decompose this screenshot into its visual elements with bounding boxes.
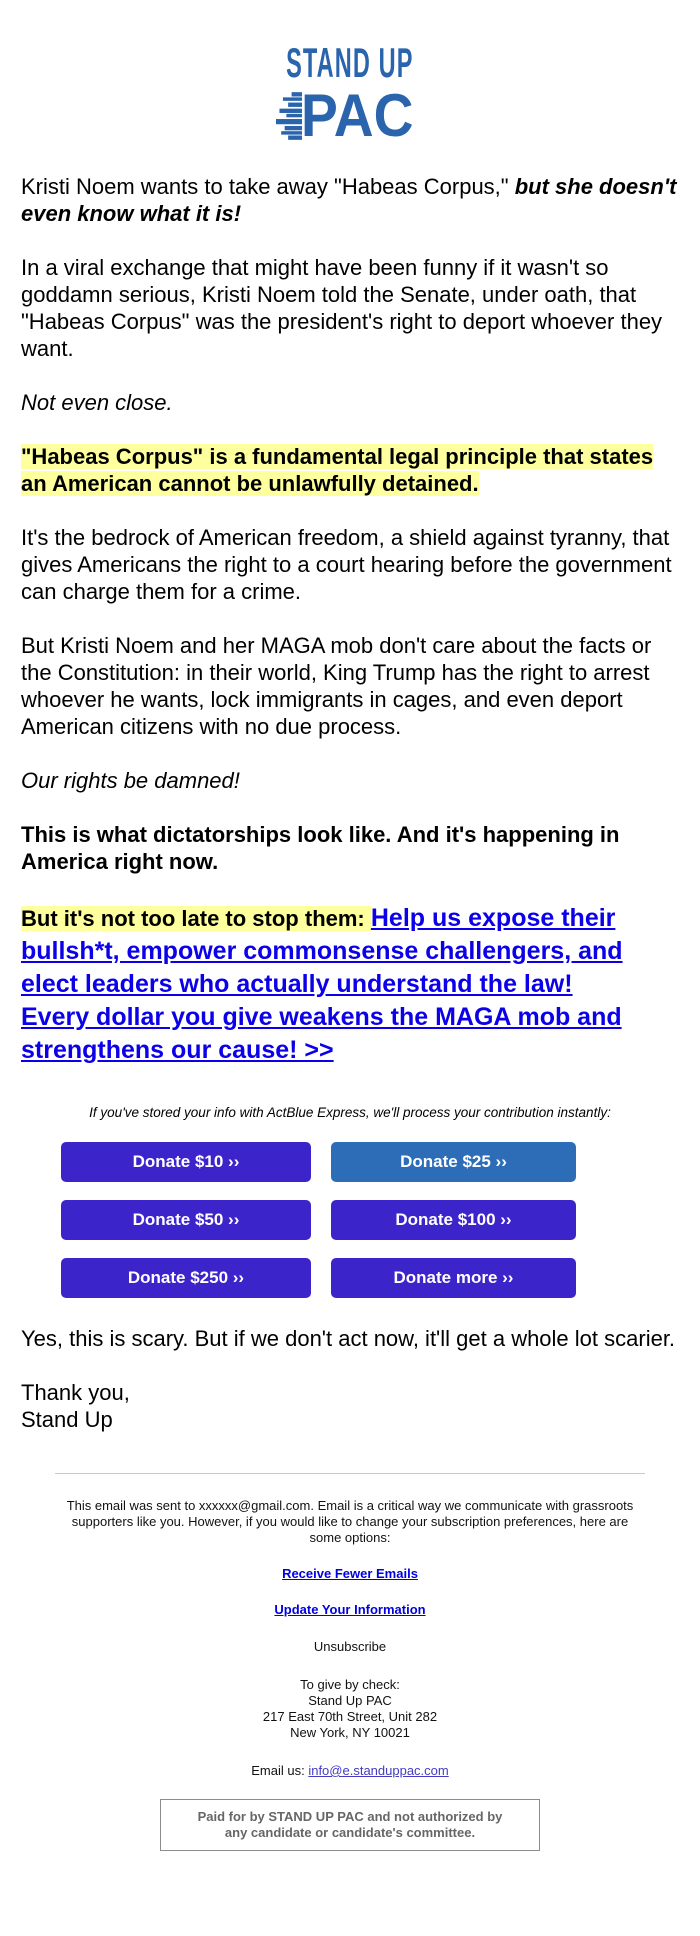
receive-fewer-emails-link[interactable]: Receive Fewer Emails: [282, 1566, 418, 1581]
paragraph-not-even-close: Not even close.: [21, 390, 173, 415]
logo-text-pac: PAC: [301, 82, 414, 149]
contact-email-link[interactable]: info@e.standuppac.com: [308, 1763, 449, 1778]
donate-more-button[interactable]: Donate more ››: [331, 1258, 576, 1298]
paragraph-rights-damned: Our rights be damned!: [21, 768, 240, 793]
donate-50-button[interactable]: Donate $50 ››: [61, 1200, 311, 1240]
unsubscribe-text[interactable]: Unsubscribe: [313, 1639, 387, 1654]
donate-25-button[interactable]: Donate $25 ››: [331, 1142, 576, 1182]
cta-highlight-text: But it's not too late to stop them:: [21, 906, 371, 931]
actblue-express-note: If you've stored your info with ActBlue Express, we'll process your contribution instantly:: [89, 1105, 611, 1120]
email-footer: [0, 1498, 700, 1851]
email-us-line: [0, 1763, 700, 1779]
update-your-information-link[interactable]: Update Your Information: [274, 1602, 426, 1617]
signoff: Thank you, Stand Up: [21, 1380, 130, 1432]
paid-for-disclaimer: Paid for by STAND UP PAC and not authorized by any candidate or candidate's committee.: [160, 1799, 540, 1851]
give-by-check-address: To give by check: Stand Up PAC 217 East 70th Street, Unit 282 New York, NY 10021: [262, 1677, 438, 1740]
logo-text-stand-up: STAND UP: [286, 39, 414, 86]
donate-10-button[interactable]: Donate $10 ››: [61, 1142, 311, 1182]
footer-divider: [55, 1473, 645, 1474]
headline-emphasis: but she doesn't even know what it is!: [21, 174, 677, 226]
paragraph-dictatorships: This is what dictatorships look like. And it's happening in America right now.: [21, 822, 620, 874]
email-us-label: Email us:: [251, 1763, 309, 1778]
highlighted-definition: "Habeas Corpus" is a fundamental legal principle that states an American cannot be unlawfully detained.: [21, 444, 654, 496]
paragraph-scary: Yes, this is scary. But if we don't act now, it'll get a whole lot scarier.: [21, 1326, 676, 1351]
donate-button-grid: [61, 1142, 639, 1298]
email-content: [0, 173, 700, 1433]
paragraph-bedrock: It's the bedrock of American freedom, a shield against tyranny, that gives Americans the right to a court hearing before the government can charge them for a crime.: [21, 525, 672, 604]
paragraph-cta: [21, 902, 679, 1067]
paragraph-habeas-definition: [21, 443, 679, 497]
email-body: [0, 39, 700, 1936]
donate-250-button[interactable]: Donate $250 ››: [61, 1258, 311, 1298]
standup-pac-logo: [0, 39, 700, 149]
headline-regular: Kristi Noem wants to take away "Habeas Corpus,": [21, 174, 515, 199]
donate-cta-link[interactable]: Help us expose their bullsh*t, empower commonsense challengers, and elect leaders who actually understand the law! Every dollar you give weakens the MAGA mob and strengthens our cause! >>: [21, 904, 623, 1064]
paragraph-headline: [21, 173, 679, 227]
donate-100-button[interactable]: Donate $100 ››: [331, 1200, 576, 1240]
skyline-icon: [276, 89, 302, 143]
paragraph-viral-exchange: In a viral exchange that might have been funny if it wasn't so goddamn serious, Kristi Noem told the Senate, under oath, that "Habeas Corpus" was the president's right to deport whoever they want.: [21, 255, 663, 361]
footer-intro-text: This email was sent to xxxxxx@gmail.com. Email is a critical way we communicate with grassroots supporters like you. However, if you would like to change your subscription preferences, here are some options:: [66, 1498, 634, 1545]
paragraph-maga-mob: But Kristi Noem and her MAGA mob don't care about the facts or the Constitution: in their world, King Trump has the right to arrest whoever he wants, lock immigrants in cages, and even deport American citizens with no due process.: [21, 633, 652, 739]
